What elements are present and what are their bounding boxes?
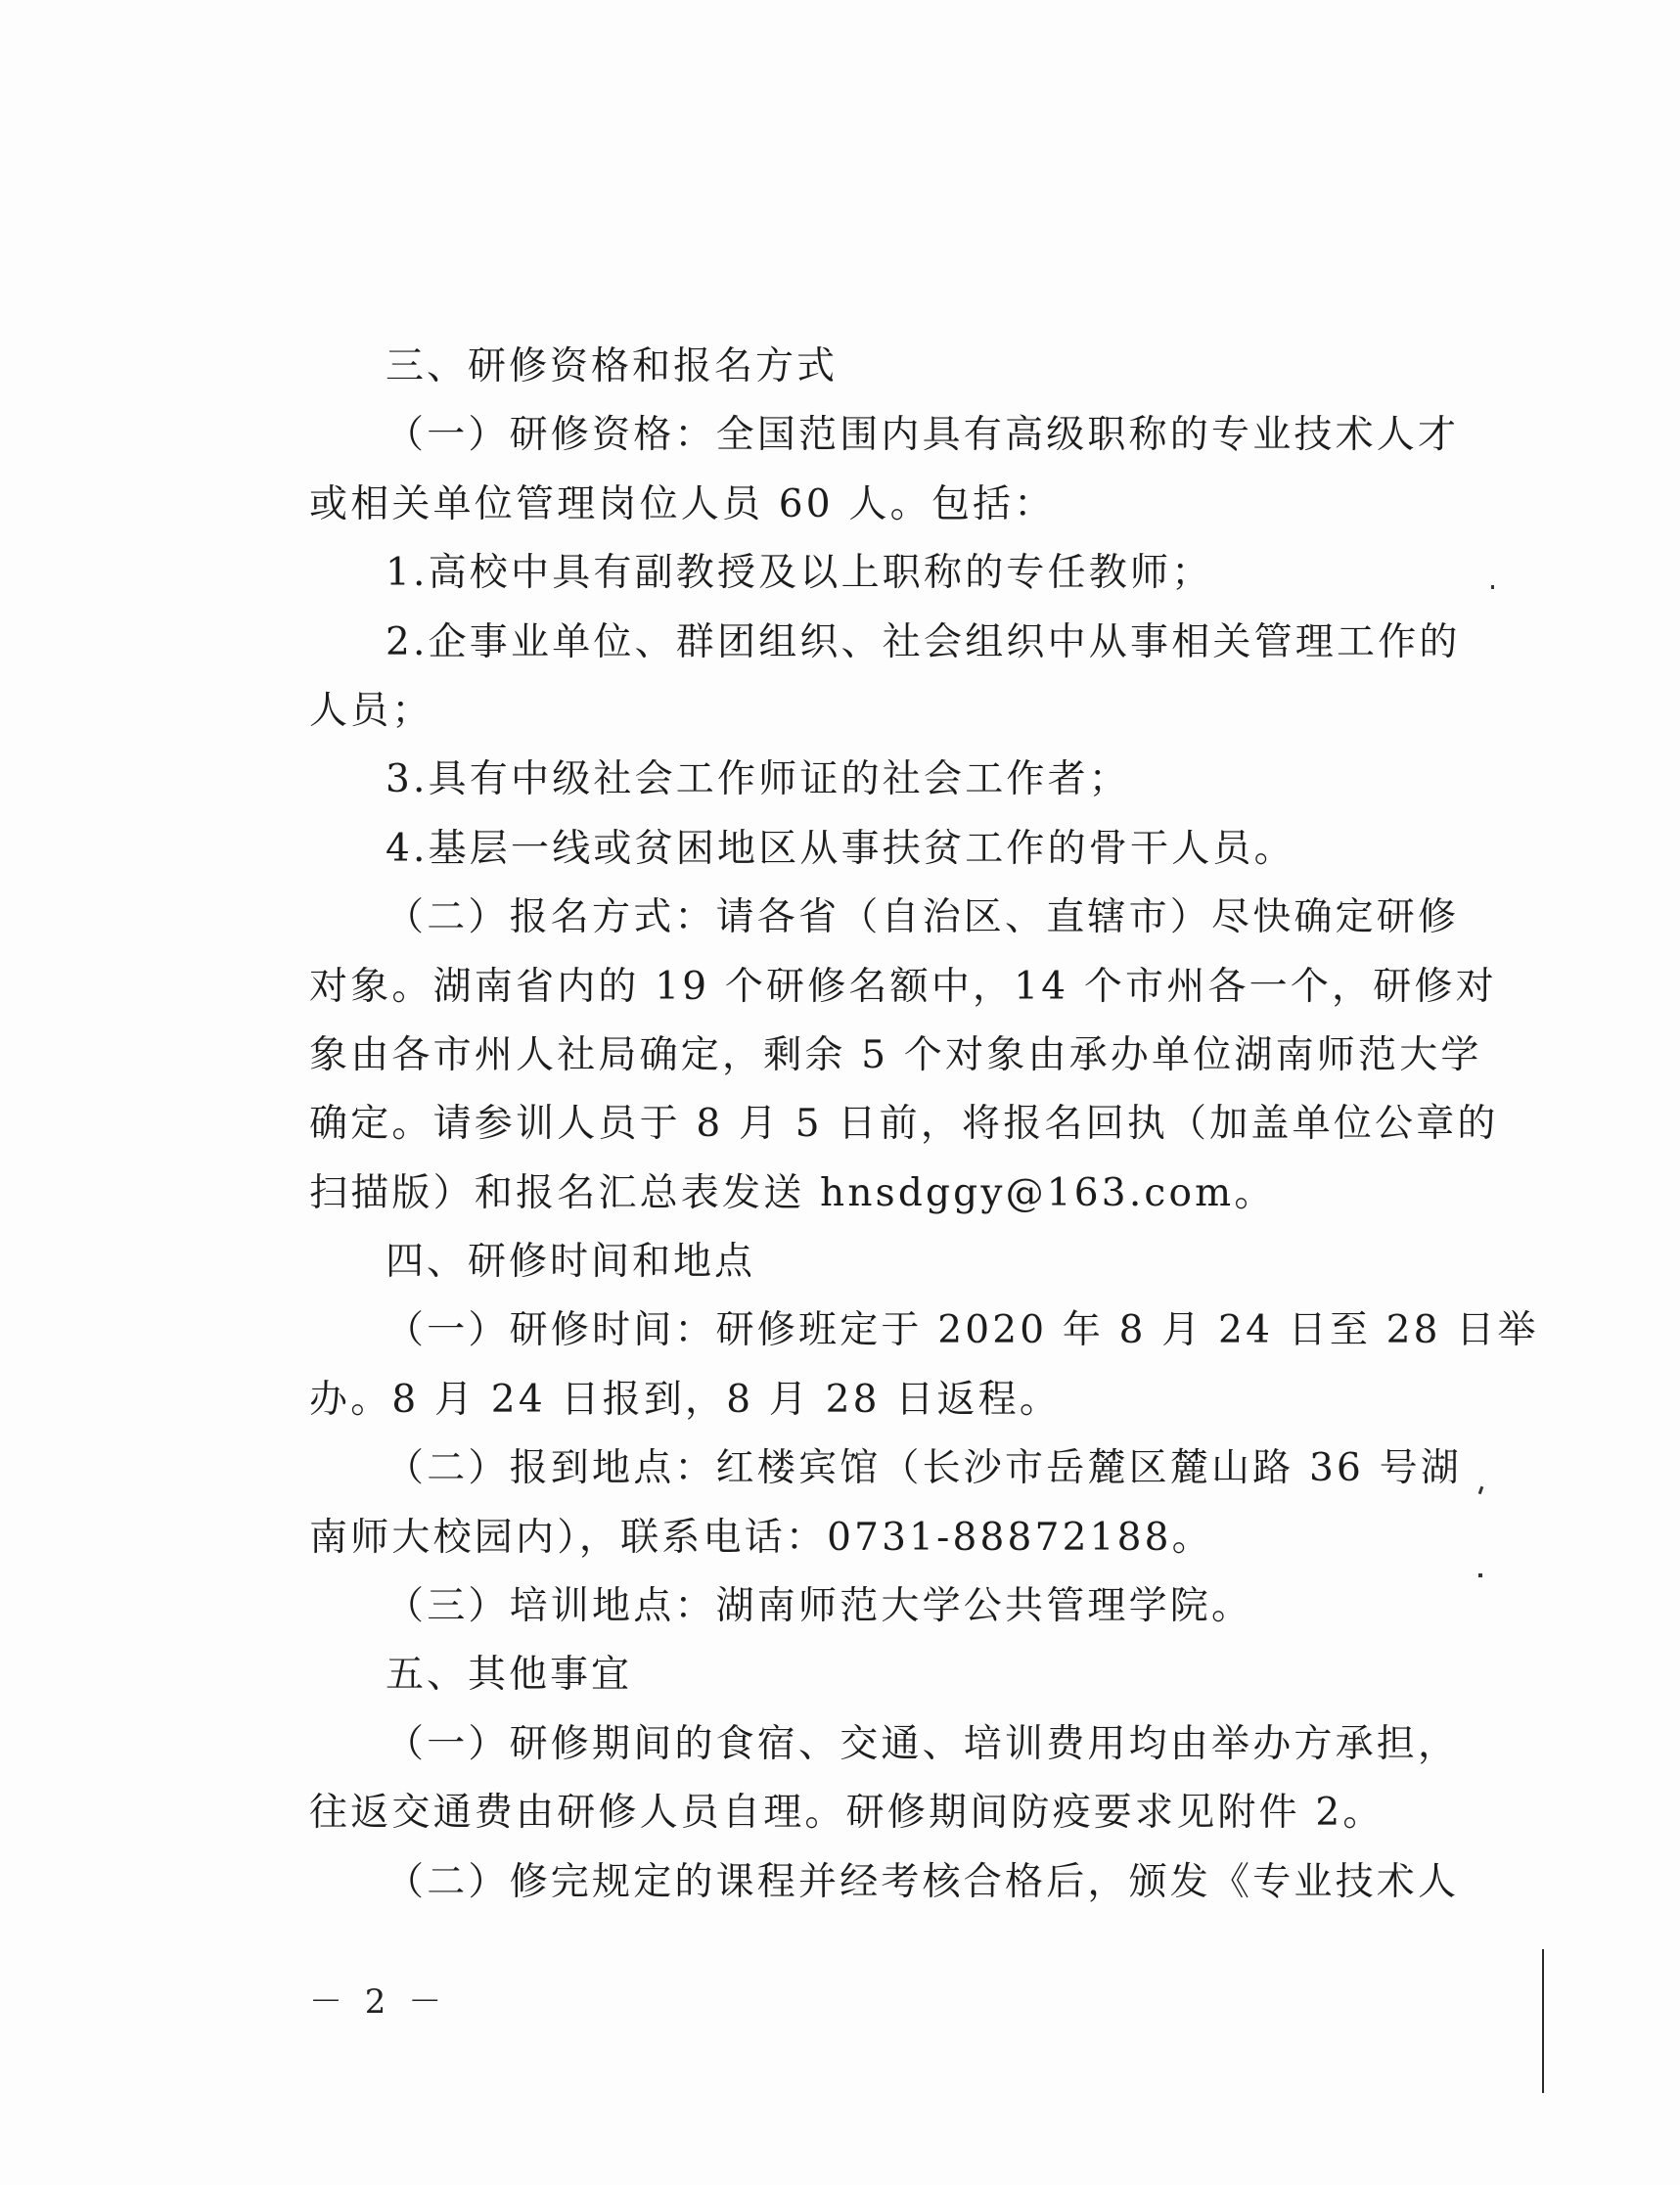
paragraph-line: 确定。请参训人员于 8 月 5 日前，将报名回执（加盖单位公章的 bbox=[309, 1102, 1499, 1147]
section-heading-other-matters: 五、其他事宜 bbox=[386, 1653, 633, 1698]
list-item: 2.企事业单位、群团组织、社会组织中从事相关管理工作的 bbox=[386, 619, 1461, 664]
paragraph-line: 对象。湖南省内的 19 个研修名额中，14 个市州各一个，研修对 bbox=[309, 964, 1497, 1009]
scan-edge-line bbox=[1542, 1949, 1544, 2093]
document-body bbox=[309, 333, 1539, 1917]
section-heading-time-location: 四、研修时间和地点 bbox=[386, 1240, 756, 1285]
paragraph-line: （二）报到地点：红楼宾馆（长沙市岳麓区麓山路 36 号湖 bbox=[386, 1446, 1463, 1491]
page-number: － 2 － bbox=[309, 1982, 448, 2022]
paragraph-line: （一）研修期间的食宿、交通、培训费用均由举办方承担， bbox=[386, 1721, 1460, 1766]
paragraph-line: 象由各市州人社局确定，剩余 5 个对象由承办单位湖南师范大学 bbox=[309, 1032, 1482, 1077]
paragraph-line: 扫描版）和报名汇总表发送 hnsdggy@163.com。 bbox=[309, 1170, 1276, 1215]
paragraph-line: 往返交通费由研修人员自理。研修期间防疫要求见附件 2。 bbox=[309, 1791, 1385, 1836]
list-item: 1.高校中具有副教授及以上职称的专任教师； bbox=[386, 551, 1213, 596]
scan-speck bbox=[1478, 1486, 1484, 1495]
paragraph-line: 办。8 月 24 日报到，8 月 28 日返程。 bbox=[309, 1377, 1062, 1422]
paragraph-line: 或相关单位管理岗位人员 60 人。包括： bbox=[309, 481, 1056, 526]
paragraph-line: （一）研修时间：研修班定于 2020 年 8 月 24 日至 28 日举 bbox=[386, 1308, 1539, 1353]
paragraph-line: 南师大校园内），联系电话：0731-88872188。 bbox=[309, 1515, 1213, 1560]
paragraph-line: （三）培训地点：湖南师范大学公共管理学院。 bbox=[386, 1584, 1253, 1629]
paragraph-line: 人员； bbox=[309, 688, 433, 733]
paragraph-line: （二）报名方式：请各省（自治区、直辖市）尽快确定研修 bbox=[386, 895, 1460, 940]
paragraph-line: （一）研修资格：全国范围内具有高级职称的专业技术人才 bbox=[386, 413, 1460, 458]
paragraph-line: （二）修完规定的课程并经考核合格后，颁发《专业技术人 bbox=[386, 1859, 1460, 1904]
list-item: 4.基层一线或贫困地区从事扶贫工作的骨干人员。 bbox=[386, 826, 1295, 871]
scan-speck bbox=[1491, 585, 1494, 589]
scan-speck bbox=[1478, 1573, 1482, 1577]
list-item: 3.具有中级社会工作师证的社会工作者； bbox=[386, 757, 1131, 802]
section-heading-qualification: 三、研修资格和报名方式 bbox=[386, 344, 839, 388]
